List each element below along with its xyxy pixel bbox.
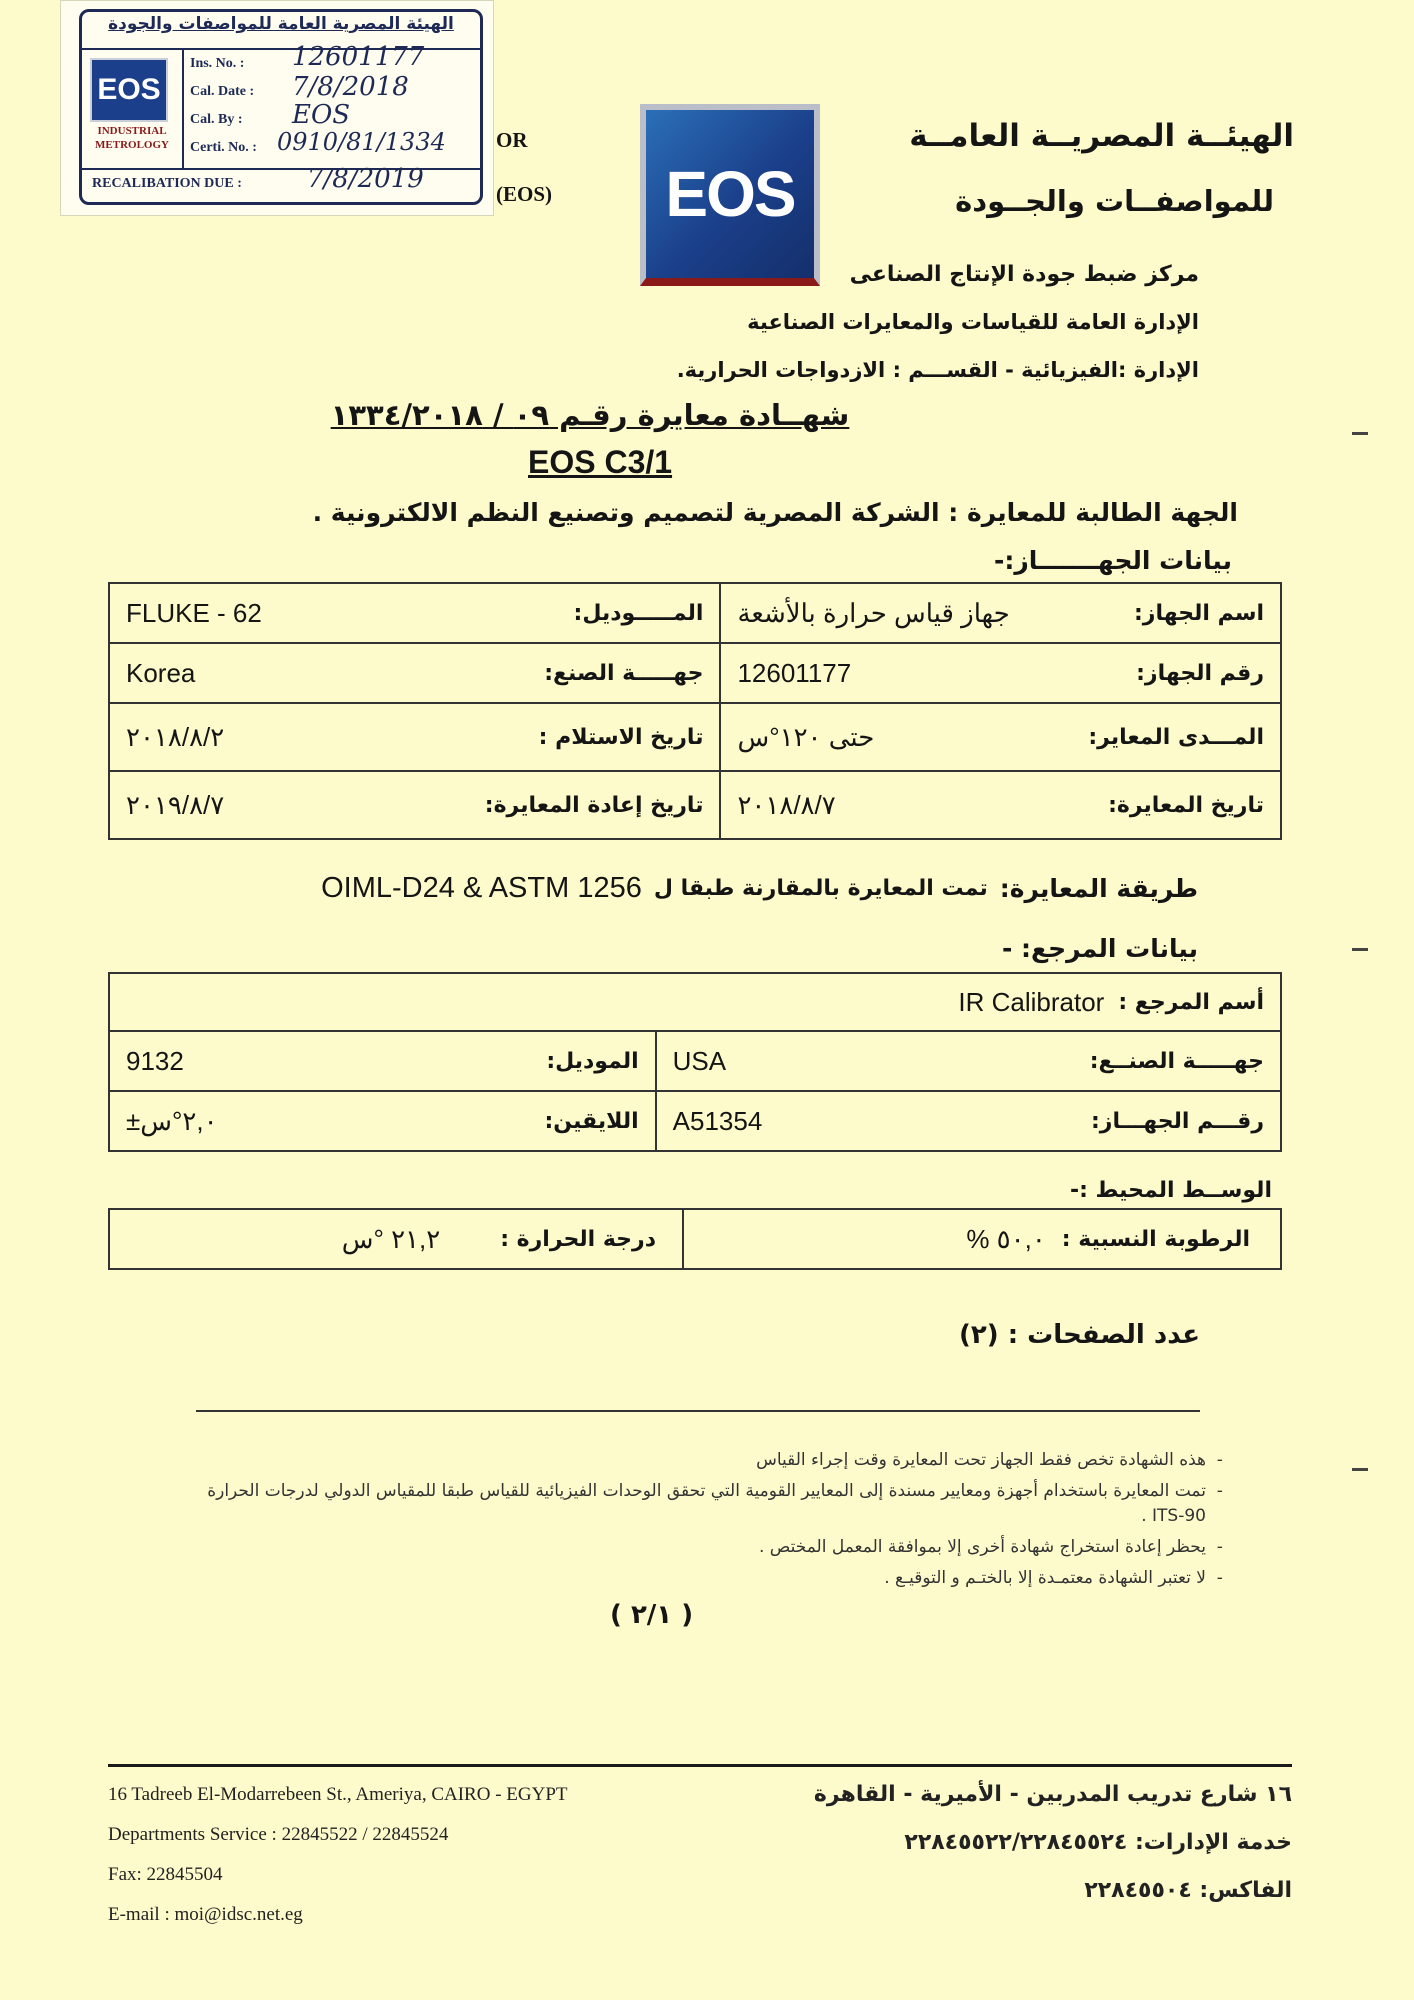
eos-logo: EOS — [640, 104, 820, 286]
note-item: - لا تعتبر الشهادة معتمـدة إلا بالختـم و التوقيـع . — [196, 1566, 1206, 1591]
device-right-label: المـــدى المعاير: — [1088, 724, 1264, 750]
margin-mark — [1352, 948, 1368, 951]
method-standard: OIML-D24 & ASTM 1256 — [321, 872, 642, 904]
reference-right-value: A51354 — [672, 1105, 763, 1136]
device-right-value: 12601177 — [737, 657, 852, 688]
reference-right-label: جهـــــة الصنــع: — [1089, 1048, 1264, 1074]
stamp-logo-caption: INDUSTRIAL METROLOGY — [95, 125, 169, 151]
stamp-cal-date-label: Cal. Date : — [190, 84, 255, 99]
reference-name-value: IR Calibrator — [958, 986, 1105, 1017]
device-row — [109, 643, 1281, 703]
stamp-certi-no-label: Certi. No. : — [190, 140, 257, 155]
stamp-recal-due-value: 7/8/2019 — [307, 164, 424, 194]
reference-right-label: رقـــم الجهـــاز: — [1090, 1108, 1264, 1134]
note-item: - تمت المعايرة باستخدام أجهزة ومعايير مسندة إلى المعايير القومية التي تحقق الوحدات الفيزيائية للقياس طبقا للمقياس الدولي لدرجات الحرارة ITS-90 . — [196, 1479, 1206, 1529]
device-left-value: Korea — [126, 657, 196, 688]
environment-heading: الوســط المحيط :- — [1069, 1178, 1272, 1203]
footer-address-ar: ١٦ شارع تدريب المدربين - الأميرية - القاهرة — [813, 1782, 1292, 1807]
org-name-line-1: الهيئــة المصريــة العامــة — [909, 118, 1294, 154]
temperature-label: درجة الحرارة : — [500, 1226, 656, 1252]
device-right-value: حتى ١٢٠°س — [737, 721, 875, 752]
stamp-org-title: الهيئة المصرية العامة للمواصفات والجودة — [108, 14, 454, 34]
stamp-ins-no-label: Ins. No. : — [190, 56, 245, 71]
calibration-stamp — [60, 0, 494, 216]
margin-mark — [1352, 1468, 1368, 1471]
device-right-value: جهاز قياس حرارة بالأشعة — [737, 597, 1010, 628]
footer-fax-en: Fax: 22845504 — [108, 1864, 223, 1885]
environment-table — [108, 1208, 1282, 1270]
margin-mark — [1352, 432, 1368, 435]
reference-table — [108, 972, 1282, 1152]
stamp-certi-no-value: 0910/81/1334 — [277, 128, 446, 156]
reference-right-value: USA — [672, 1045, 727, 1076]
stamp-recal-due-label: RECALIBATION DUE : — [92, 176, 242, 191]
footer-address-en: 16 Tadreeb El-Modarrebeen St., Ameriya, CAIRO - EGYPT — [108, 1784, 568, 1805]
device-left-value: ٢٠١٩/٨/٧ — [126, 789, 225, 820]
humidity-label: الرطوبة النسبية : — [1061, 1226, 1250, 1252]
footer-rule — [108, 1764, 1292, 1767]
device-right-value: ٢٠١٨/٨/٧ — [737, 789, 836, 820]
device-row — [109, 703, 1281, 771]
device-right-label: اسم الجهاز: — [1134, 600, 1264, 626]
device-left-label: المـــــوديل: — [573, 600, 704, 626]
dept-line-3: الإدارة :الفيزيائية - القســـم : الازدواجات الحرارية. — [676, 358, 1199, 382]
device-heading: بيانات الجهـــــــاز:- — [993, 546, 1232, 575]
header-en-partial-2: (EOS) — [496, 182, 553, 206]
reference-left-value: 9132 — [126, 1045, 184, 1076]
requesting-party: الجهة الطالبة للمعايرة : الشركة المصرية لتصميم وتصنيع النظم الالكترونية . — [312, 498, 1238, 527]
footer-fax-ar: الفاكس: ٢٢٨٤٥٥٠٤ — [1084, 1878, 1292, 1903]
stamp-eos-logo: EOS — [90, 58, 168, 122]
device-left-label: جهـــــة الصنع: — [544, 660, 704, 686]
stamp-cal-by-value: EOS — [292, 100, 351, 130]
device-left-label: تاريخ الاستلام : — [538, 724, 704, 750]
device-row — [109, 583, 1281, 643]
reference-row — [109, 1091, 1281, 1151]
note-item: - هذه الشهادة تخص فقط الجهاز تحت المعايرة وقت إجراء القياس — [196, 1448, 1206, 1473]
device-left-value: ٢٠١٨/٨/٢ — [126, 721, 225, 752]
page-number: ( ٢/١ ) — [610, 1600, 694, 1630]
footer-service-ar: خدمة الإدارات: ٢٢٨٤٥٥٢٢/٢٢٨٤٥٥٢٤ — [904, 1830, 1292, 1855]
reference-row — [109, 1031, 1281, 1091]
header-en-partial-1: OR — [496, 128, 528, 152]
device-row — [109, 771, 1281, 839]
page-count: عدد الصفحات : (٢) — [959, 1320, 1200, 1350]
device-table — [108, 582, 1282, 840]
reference-name-label: أسم المرجع : — [1118, 989, 1264, 1015]
dept-line-1: مركز ضبط جودة الإنتاج الصناعى — [849, 262, 1199, 287]
stamp-cal-date-value: 7/8/2018 — [292, 72, 409, 102]
device-left-label: تاريخ إعادة المعايرة: — [484, 792, 704, 818]
org-name-line-2: للمواصفــات والجــودة — [955, 184, 1274, 218]
footer-email-en: E-mail : moi@idsc.net.eg — [108, 1904, 303, 1925]
device-right-label: رقم الجهاز: — [1136, 660, 1264, 686]
notes-divider — [196, 1410, 1200, 1412]
reference-left-label: اللايقين: — [544, 1108, 639, 1134]
stamp-cal-by-label: Cal. By : — [190, 112, 243, 127]
temperature-value: ٢١,٢ °س — [341, 1223, 441, 1254]
reference-left-value: ±٢,٠°س — [126, 1105, 218, 1136]
certificate-code: EOS C3/1 — [528, 444, 673, 480]
note-item: - يحظر إعادة استخراج شهادة أخرى إلا بموافقة المعمل المختص . — [196, 1535, 1206, 1560]
reference-left-label: الموديل: — [546, 1048, 639, 1074]
humidity-value: ٥٠,٠ % — [966, 1223, 1046, 1254]
device-right-label: تاريخ المعايرة: — [1108, 792, 1264, 818]
notes-list — [196, 1448, 1224, 1597]
dept-line-2: الإدارة العامة للقياسات والمعايرات الصناعية — [747, 310, 1199, 334]
method-label: طريقة المعايرة: — [999, 874, 1198, 903]
reference-heading: بيانات المرجع: - — [1001, 934, 1198, 963]
certificate-title: شهــادة معايرة رقـم ٠٩ / ١٣٣٤/٢٠١٨ — [330, 398, 850, 432]
stamp-ins-no-value: 12601177 — [292, 42, 425, 72]
method-text: تمت المعايرة بالمقارنة طبقا ل — [653, 876, 988, 901]
device-left-value: FLUKE - 62 — [126, 597, 262, 628]
calibration-method — [321, 872, 1198, 905]
footer-service-en: Departments Service : 22845522 / 22845524 — [108, 1824, 449, 1845]
